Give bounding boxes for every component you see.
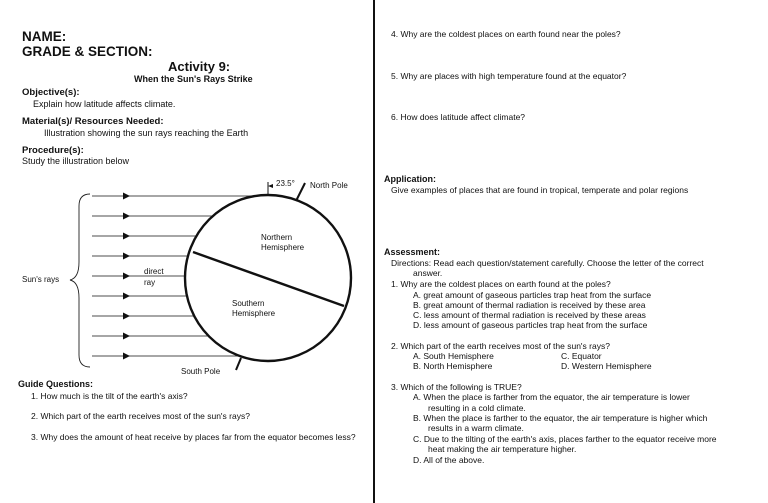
assessment-q3-b-1: B. When the place is farther to the equator, the air temperature is higher which bbox=[413, 413, 708, 423]
assessment-q1-b: B. great amount of thermal radiation is received by these area bbox=[413, 300, 646, 310]
direct-ray-label-2: ray bbox=[144, 278, 156, 287]
assessment-q3-d: D. All of the above. bbox=[413, 455, 485, 465]
rays-brace bbox=[70, 194, 90, 367]
north-pole-label: North Pole bbox=[310, 181, 348, 190]
question-4: 4. Why are the coldest places on earth found near the poles? bbox=[391, 29, 621, 39]
tilted-axis-marker bbox=[296, 183, 305, 201]
assessment-heading: Assessment: bbox=[384, 247, 441, 257]
direct-ray-label-1: direct bbox=[144, 267, 164, 276]
assessment-q2-a: A. South Hemisphere bbox=[413, 351, 494, 361]
suns-rays-label: Sun's rays bbox=[22, 275, 60, 284]
northern-label-2: Hemisphere bbox=[261, 243, 305, 252]
assessment-q3-c-1: C. Due to the tilting of the earth's axis, places farther to the equator receive more bbox=[413, 434, 717, 444]
assessment-q2-d: D. Western Hemisphere bbox=[561, 361, 652, 371]
assessment-q1-d: D. less amount of gaseous particles trap heat from the surface bbox=[413, 320, 648, 330]
guide-q3: 3. Why does the amount of heat receive by places far from the equator becomes less? bbox=[31, 432, 356, 442]
question-6: 6. How does latitude affect climate? bbox=[391, 112, 526, 122]
materials-heading: Material(s)/ Resources Needed: bbox=[22, 116, 164, 127]
assessment-q1-c: C. less amount of thermal radiation is received by these areas bbox=[413, 310, 646, 320]
south-pole-marker bbox=[236, 358, 241, 370]
northern-label-1: Northern bbox=[261, 233, 293, 242]
south-pole-label: South Pole bbox=[181, 367, 221, 376]
procedure-text: Study the illustration below bbox=[22, 156, 130, 166]
assessment-q3-a-1: A. When the place is farther from the equator, the air temperature is lower bbox=[413, 392, 690, 402]
assessment-q2-b: B. North Hemisphere bbox=[413, 361, 493, 371]
assessment-q2: 2. Which part of the earth receives most of the sun's rays? bbox=[391, 341, 610, 351]
assessment-q2-c: C. Equator bbox=[561, 351, 602, 361]
tilt-angle-label: 23.5° bbox=[276, 179, 295, 188]
tilt-arrow bbox=[268, 184, 273, 188]
assessment-q1-a: A. great amount of gaseous particles trap heat from the surface bbox=[413, 290, 652, 300]
activity-subtitle: When the Sun's Rays Strike bbox=[134, 74, 253, 84]
grade-section-label: GRADE & SECTION: bbox=[22, 44, 153, 59]
application-text: Give examples of places that are found in tropical, temperate and polar regions bbox=[391, 185, 689, 195]
assessment-q3-c-2: heat making the air temperature higher. bbox=[428, 444, 577, 454]
objective-heading: Objective(s): bbox=[22, 87, 80, 98]
objective-text: Explain how latitude affects climate. bbox=[33, 99, 176, 109]
assessment-directions-1: Directions: Read each question/statement carefully. Choose the letter of the correct bbox=[391, 258, 704, 268]
application-heading: Application: bbox=[384, 174, 436, 184]
southern-label-2: Hemisphere bbox=[232, 309, 276, 318]
activity-title: Activity 9: bbox=[168, 59, 231, 74]
guide-q1: 1. How much is the tilt of the earth's axis? bbox=[31, 391, 188, 401]
southern-label-1: Southern bbox=[232, 299, 265, 308]
assessment-directions-2: answer. bbox=[413, 268, 443, 278]
assessment-q3-a-2: resulting in a cold climate. bbox=[428, 403, 526, 413]
sun-rays-diagram bbox=[0, 0, 374, 503]
ray-arrowheads bbox=[123, 193, 130, 360]
procedure-heading: Procedure(s): bbox=[22, 145, 84, 156]
materials-text: Illustration showing the sun rays reaching the Earth bbox=[44, 128, 249, 138]
guide-q2: 2. Which part of the earth receives most of the sun's rays? bbox=[31, 411, 250, 421]
guide-heading: Guide Questions: bbox=[18, 379, 94, 389]
name-label: NAME: bbox=[22, 29, 67, 44]
question-5: 5. Why are places with high temperature found at the equator? bbox=[391, 71, 627, 81]
assessment-q3: 3. Which of the following is TRUE? bbox=[391, 382, 522, 392]
assessment-q3-b-2: results in a warm climate. bbox=[428, 423, 524, 433]
assessment-q1: 1. Why are the coldest places on earth found at the poles? bbox=[391, 279, 611, 289]
